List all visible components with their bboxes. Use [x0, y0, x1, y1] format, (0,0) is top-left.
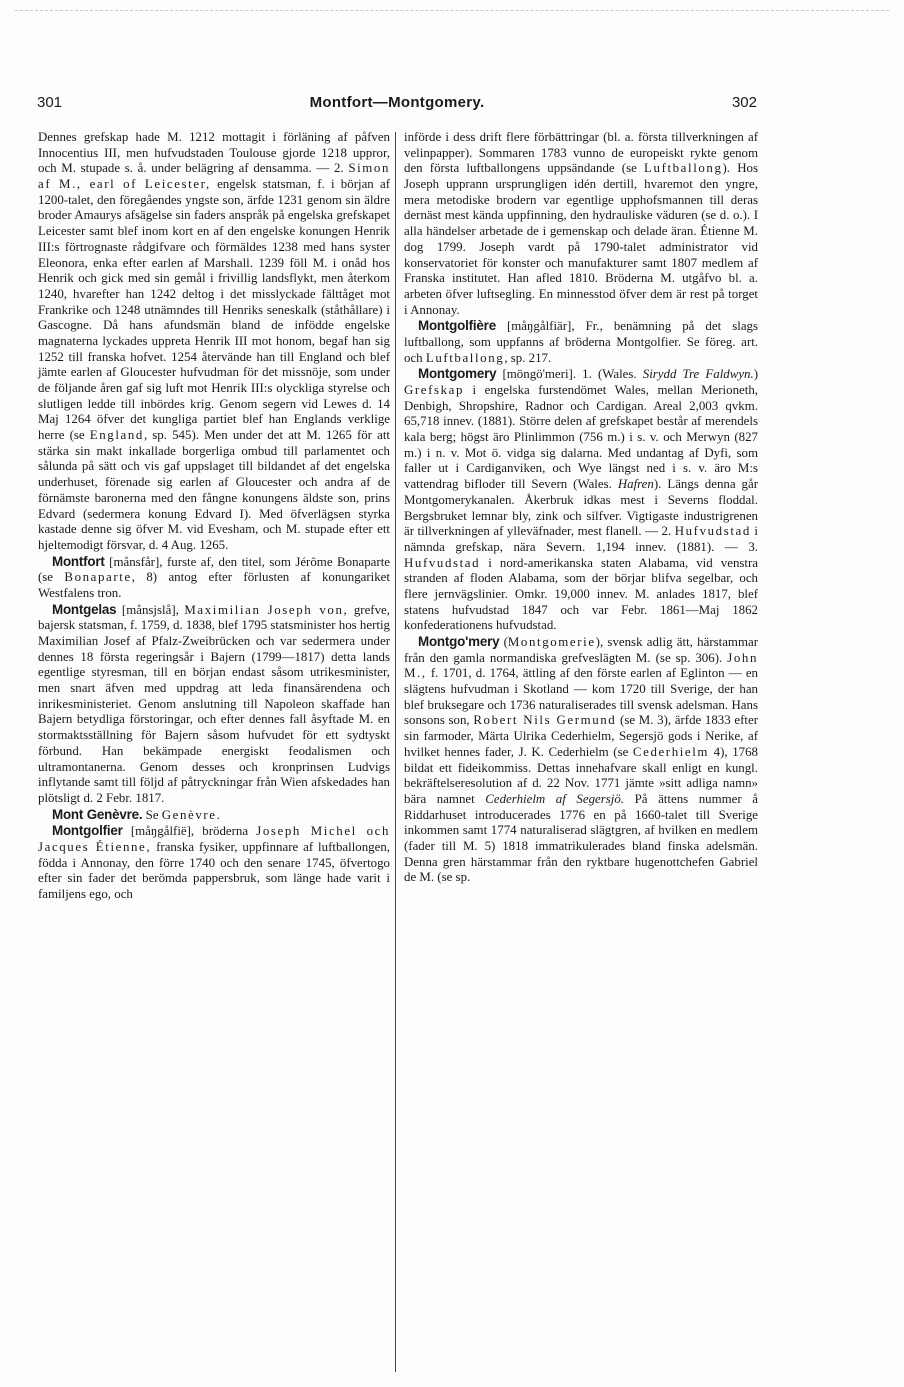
- entry-montfort: [38, 554, 390, 602]
- running-head: [37, 94, 757, 118]
- alternate-name: Montgomerie: [507, 635, 596, 649]
- running-title: Montfort—Montgomery.: [309, 94, 485, 111]
- entry-text: [måŋgålfië], bröderna: [122, 824, 257, 839]
- headword: Montgolfier: [52, 823, 123, 839]
- entry-text: ). Hos Joseph upprann ursprungligen idén dertill, hvaremot den yngre, mera metodiske brodern var egentlige upphofsmannen till deras dernäst mest kända uppfinning, den hydrauliske väduren (se d. o.). I alla händelser arbetade de i gemenskap och delade äran. Étienne M. dog 1799. Joseph vardt på 1790-talet administrator vid konservatoriet för konster och manufakturer samt 1807 medlem af Franska institutet. Han afled 1810. Bröderna M. utgåfvo bl. a. arbeten öfver luftsegling. En minnesstod öfver dem är rest på torget i Annonay.: [404, 161, 759, 317]
- entry-text: franska fysiker, uppfinnare af luftballongen, födda i Annonay, den förre 1740 och den senare 1745, öfvertogo efter sin fader det berömda pappersbruk, som länge hade varit i familjens ego, och: [38, 839, 390, 901]
- right-column: [404, 130, 758, 886]
- entry-mont-genevre: [38, 807, 390, 824]
- entry-text: i nord-amerikanska staten Alabama, vid venstra stranden af floden Alabama, som der börjar blifva segelbar, och flere jernvägslinier. Omkr. 19,000 innev. M. anlades 1817, blef statens hufvudstad 1847 och var Febr. 1861—Maj 1862 konfederationens hufvudstad.: [404, 555, 758, 633]
- person-name: Joseph Michel och Jacques Étienne,: [38, 824, 390, 854]
- cross-reference: Cederhielm: [632, 744, 710, 759]
- welsh-name: Hafren: [617, 477, 654, 492]
- entry-text: grefve, bajersk statsman, f. 1759, d. 1838, blef 1795 statsminister hos hertig Maximilian Josef af Pfalz-Zweibrücken och var sedermera under dennes 18 första regeringsår i Bajern (1799—1817) detta lands egentlige styresman, till en början endast såsom utrikesminister, men snart äfven med uppdrag att leda finansärendena och inrikesministeriet. Genom anslutning till Napoleon skaffade han Bajern betydliga förstoringar, och efter dennes fall åsyftade M. en stormaktsställning för Bajern såsom hufvudet för ett sydtyskt förbund. Han bekämpade energiskt feodalismen och ultramontanerna. Genom desses och kronprinsen Ludvigs inflytande samt till följd af påtryckningar från Wien afskedades han plötsligt d. 2 Febr. 1817.: [38, 602, 390, 805]
- person-name: Simon af M., earl of Leicester,: [38, 161, 390, 192]
- cross-reference: Luftballong: [644, 161, 723, 176]
- family-name: Cederhielm af Segersjö.: [485, 791, 625, 806]
- entry-text: Dennes grefskap hade M. 1212 mottagit i förläning af påfven Innocentius III, men hufvudstaden Toulouse gjorde 1218 uppror, och M. stupade s. å. under belägring af densamma. — 2.: [38, 130, 390, 176]
- entry-text: i engelska furstendömet Wales, mellan Merioneth, Denbigh, Shropshire, Radnor och Cardigan. Areal 2,003 qvkm. 65,718 innev. (1881). Större delen af grefskapet består af merendels kala berg; högst äro Plinlimmon (756 m.) i s. v. och Merwyn (827 m.) i n. v. Mot ö. vidga sig dalarna. Med undantag af Dyfi, som faller ut i Cardiganviken, och Wye längst ned i s. v. äro M:s vattendrag bifloder till Severn (Wales.: [404, 383, 758, 492]
- column-divider: [395, 132, 396, 1372]
- headword: Montgelas: [52, 601, 117, 617]
- entry-text: (: [499, 635, 508, 649]
- entry-text: ), svensk adlig ätt, härstammar från den gamla normandiska grefveslägten M. (se sp. 306).: [404, 635, 758, 665]
- entry-text: 4), 1768 bildat ett fideikommiss. Dettas innehafvare skall enligt en kungl. bekräftelseresolution af d. 22 Nov. 1771 jämte »sitt adliga namn» bära namnet: [404, 744, 759, 806]
- person-name: Robert Nils Germund: [473, 713, 617, 728]
- entry-text: [måŋgålfiär], Fr., benämning på det slags luftballong, som uppfanns af bröderna Montgolfier. Se föreg. art. och: [404, 319, 758, 365]
- entry-text: [månsfår], furste af, den titel, som Jérôme Bonaparte (se: [38, 554, 390, 585]
- welsh-name: Sirydd Tre Faldwyn.: [642, 367, 754, 382]
- subsense-label: Grefskap: [404, 383, 465, 397]
- entry-text: , sp. 545). Men under det att M. 1265 för att stärka sin makt inkallade borgerliga ombud till parlamentet och sålunda på sätt och vis gaf uppslaget till bildandet af det engelska underhuset, förenade sig earlen af Gloucester och andra af de förnämste baronerna med den fångne konungens äldste son, prins Edvard (sedermera konung Edvard I). Med öfverlägsen styrka kastade denne sig öfver M. vid Evesham, och M. stupade efter ett hjeltemodigt försvar, d. 4 Aug. 1265.: [38, 428, 390, 552]
- entry-text: införde i dess drift flere förbättringar (bl. a. första tillverkningen af velinpapper). Sommaren 1783 vunno de europeiskt rykte genom den första luftballongens uppsändande (se: [404, 130, 758, 176]
- entry-montgolfiere: [404, 318, 758, 366]
- headword: Montfort: [52, 553, 105, 569]
- headword: Montgo'mery: [418, 634, 500, 649]
- entry-text: i nämnda grefskap, nära Severn. 1,194 innev. (1881). — 3.: [404, 524, 758, 554]
- entry-text: f. 1701, d. 1764, ättling af den förste earlen af Eglinton — en slägtens hufvudman i Skotland — kom 1720 till Sverige, der han blef bruksegare och 1736 naturaliserades till svensk adelsman. Hans sonsons son,: [404, 666, 758, 728]
- entry-text: (se M. 3), ärfde 1833 efter sin farmoder, Märta Ulrika Cederhielm, Segersjö gods i Nerike, af hvilket hennes fader, J. K. Cederhielm (se: [404, 713, 758, 759]
- subsense-label: Hufvudstad: [404, 555, 481, 570]
- cross-reference: Luftballong: [425, 350, 505, 365]
- entry-text: [möngö'meri]. 1. (Wales.: [496, 367, 643, 382]
- entry-text: , 8) antog efter förlusten af konungariket Westfalens tron.: [38, 570, 390, 600]
- entry-text: , sp. 217.: [504, 350, 552, 365]
- subsense-label: Hufvudstad: [674, 524, 751, 539]
- person-name: John M.,: [404, 650, 758, 681]
- entry-text: Se: [142, 807, 162, 822]
- headword: Montgolfière: [418, 318, 496, 334]
- entry-montgomery-family: [404, 634, 758, 886]
- person-name: Maximilian Joseph von,: [184, 602, 349, 617]
- cross-reference: England: [89, 428, 144, 443]
- entry-montgomery: [404, 366, 758, 634]
- page-number-left: 301: [37, 94, 63, 111]
- scan-edge: [15, 10, 889, 11]
- entry-text: ). Längs denna går Montgomerykanalen. Åkerbruk idkas mest i Severns floddal. Bergsbruket lemnar bly, zink och silfver. Vigtigaste industrigrenen är tillverkningen af ylleväfnader, mest flanell. — 2.: [404, 477, 758, 539]
- entry-montgelas: [38, 602, 390, 807]
- entry-montfort-simon: [38, 130, 390, 554]
- left-column: [38, 130, 390, 903]
- entry-text: engelsk statsman, f. i början af 1200-talet, den föregåendes yngste son, ärfde 1231 genom sin äldre broder Amaurys afsägelse sin faders anspråk på engelska grefskapet Leicester samt blef inom kort en af den engelske konungen Henrik III:s förtrognaste rådgifvare och förmäldes 1238 med hans syster Eleonora, enka efter earlen af Marshall. 1239 föll M. i onåd hos Henrik och gick med sin gemål i frivillig landsflykt, men återkom 1240, hvarefter han 1242 deltog i det misslyckade fälttåget mot Frankrike och 1248 utnämndes till Henriks seneskalk (ståthållare) i Gascogne. Då hans afundsmän bland de infödde engelske magnaterna lyckades uppreta Henrik III mot honom, begaf han sig 1252 till franska hofvet. 1254 återvände han till England och blef jämte earlen af Gloucester hufvudman för det missnöje, som under de följande åren gaf sig luft mot Henrik III:s olyckliga styrelse och slutligen ledde till inbördes krig. Genom segern vid Lewes d. 14 Maj 1264 öfver det kungliga partiet blef han Englands verklige herre (se: [38, 177, 390, 443]
- entry-text: .: [216, 807, 220, 822]
- entry-montgolfier-cont: [404, 130, 758, 318]
- page-number-right: 302: [731, 94, 757, 111]
- entry-text: ): [753, 367, 759, 382]
- cross-reference: Genèvre: [161, 807, 217, 822]
- entry-text: [månsjslå],: [116, 602, 185, 617]
- cross-reference: Bonaparte: [64, 570, 132, 585]
- entry-montgolfier: [38, 823, 390, 902]
- headword: Mont Genèvre.: [52, 806, 143, 822]
- headword: Montgomery: [418, 366, 497, 382]
- entry-text: På ättens nummer å Riddarhuset introducerades 1776 en på 1660-talet till Sverige inkommen samt 1774 naturaliserad slägtgren, af hvilken en medlem (fader till M. 5) 1818 immatrikulerades bland finska adelsmän. Denna gren härstammar från den ryktbare hugenottchefen Gabriel de M. (se sp.: [404, 791, 759, 885]
